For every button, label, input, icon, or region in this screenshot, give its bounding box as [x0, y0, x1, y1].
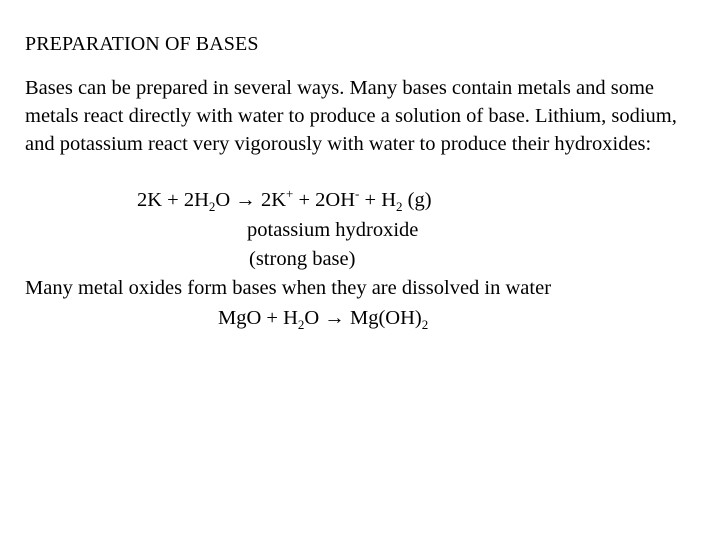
- subscript: 2: [208, 199, 216, 214]
- subscript: 2: [297, 317, 305, 332]
- superscript: +: [286, 186, 294, 201]
- intro-paragraph: Bases can be prepared in several ways. Many bases contain metals and some metals react directly with water to produce a solution of base. Lithium, sodium, and potassium react very vigorously with water to produce their hydroxides:: [25, 77, 677, 155]
- product-name: potassium hydroxide: [247, 219, 419, 241]
- equation-text: + 2OH: [293, 189, 356, 211]
- equation-text: O → Mg(OH): [304, 307, 422, 329]
- equation-text: 2K + 2H: [137, 189, 209, 211]
- subscript: 2: [396, 199, 403, 214]
- equation-text: + H: [359, 189, 397, 211]
- equation-text: O → 2K: [215, 189, 287, 211]
- metal-oxides-sentence: Many metal oxides form bases when they are dissolved in water: [25, 277, 552, 299]
- equation-text: MgO + H: [218, 307, 298, 329]
- superscript: -: [355, 186, 360, 201]
- equation-text: (g): [402, 189, 432, 211]
- subscript: 2: [421, 317, 429, 332]
- magnesium-oxide-equation: [218, 304, 428, 332]
- product-note: (strong base): [249, 248, 356, 270]
- page-title: PREPARATION OF BASES: [25, 33, 259, 55]
- potassium-water-equation: [137, 186, 432, 214]
